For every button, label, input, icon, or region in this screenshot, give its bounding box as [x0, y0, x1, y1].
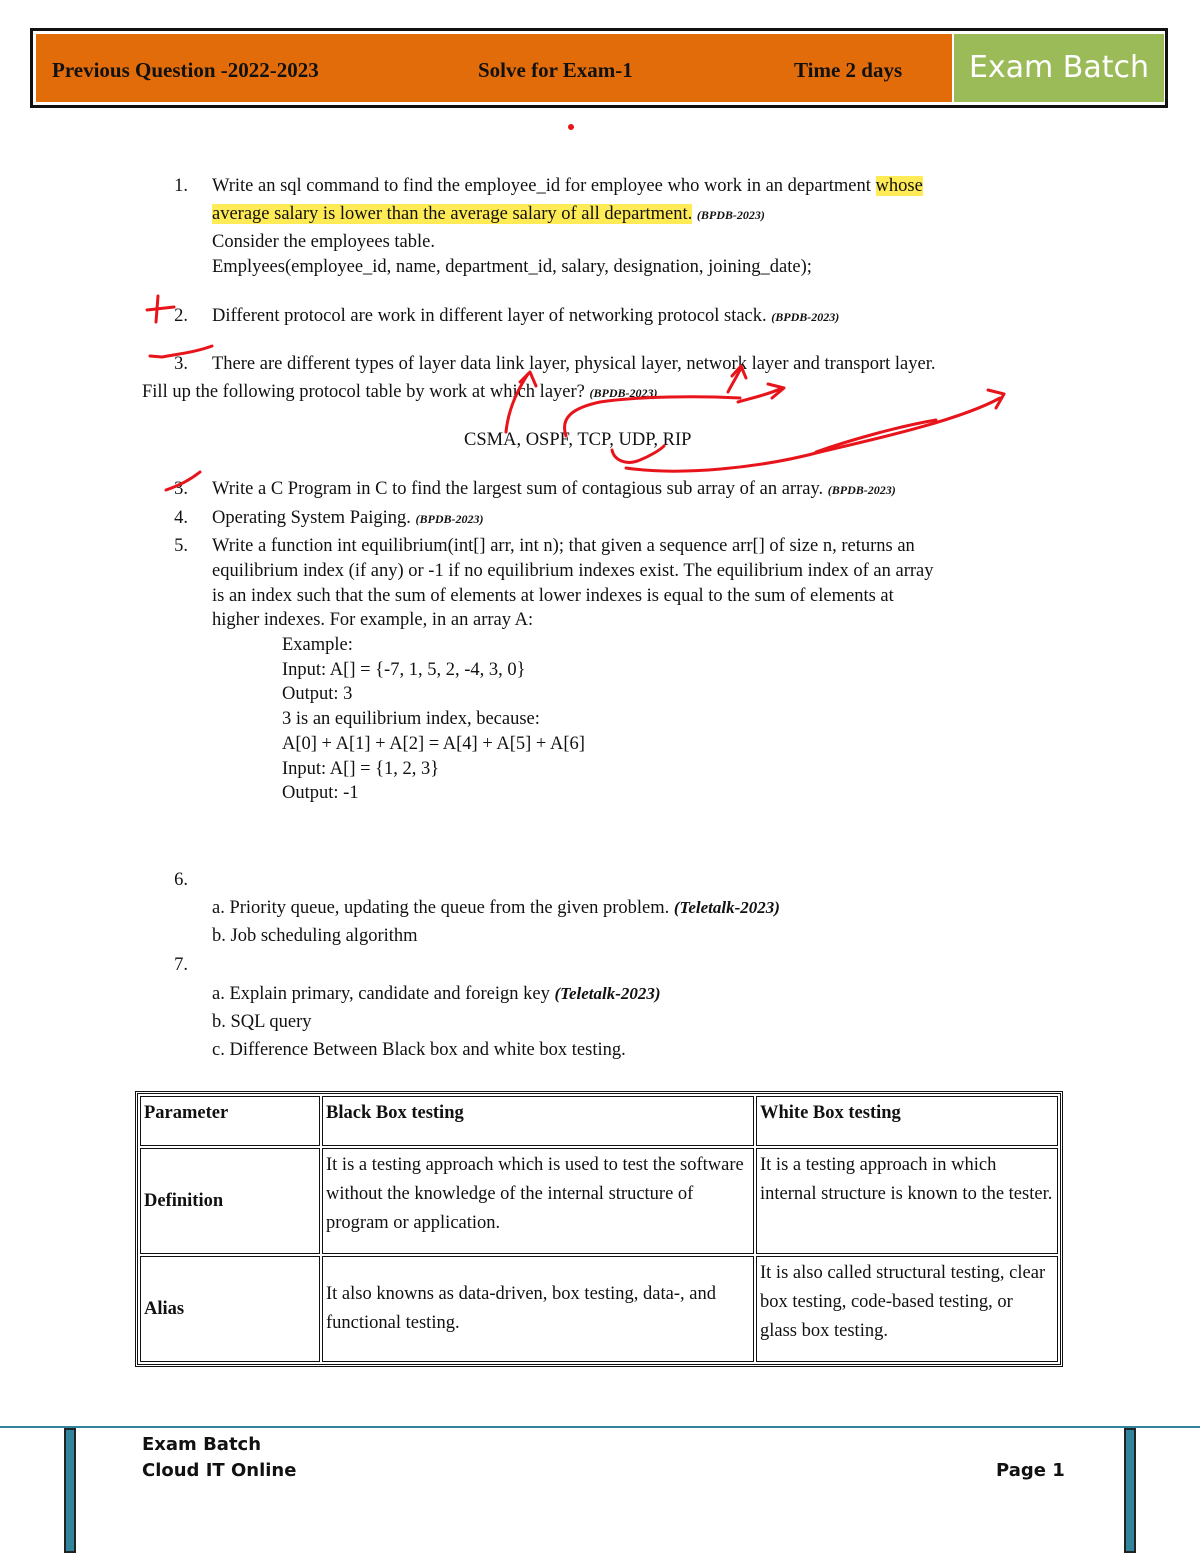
q2-number: 2. — [174, 306, 188, 326]
q4-body: Operating System Paiging. — [212, 508, 411, 528]
table-row — [140, 1256, 1058, 1362]
q1-source: (BPDB-2023) — [696, 208, 765, 222]
q6-a — [212, 894, 780, 922]
q2-body: Different protocol are work in different layer of networking protocol stack. — [212, 306, 767, 326]
annotation-mark — [147, 307, 174, 310]
footer-bar-right — [1124, 1428, 1136, 1553]
q5-example-line: Input: A[] = {-7, 1, 5, 2, -4, 3, 0} — [282, 660, 526, 680]
table-cell: It also knowns as data-driven, box testing, data-, and functional testing. — [322, 1256, 754, 1362]
annotation-arrow — [626, 398, 1000, 471]
q3b-body: Write a C Program in C to find the largest sum of contagious sub array of an array. — [212, 479, 824, 499]
q6-b: b. Job scheduling algorithm — [212, 926, 418, 946]
q3b-source: (BPDB-2023) — [827, 483, 896, 497]
q1-line3: Consider the employees table. — [212, 232, 435, 252]
q3-number: 3. — [174, 354, 188, 374]
q3-protocols: CSMA, OSPF, TCP, UDP, RIP — [464, 430, 692, 450]
q6-number: 6. — [174, 870, 188, 890]
q5-example-line: Output: 3 — [282, 684, 353, 704]
annotation-arrow — [564, 397, 740, 436]
q4-source: (BPDB-2023) — [415, 512, 484, 526]
table-cell: It is a testing approach in which internal structure is known to the tester. — [756, 1148, 1058, 1254]
annotation-arrow — [816, 420, 936, 452]
annotation-arrow — [506, 374, 528, 432]
table-cell: It is a testing approach which is used to test the software without the knowledge of the internal structure of program or application. — [322, 1148, 754, 1254]
q1-highlight: whose — [875, 176, 923, 196]
annotation-arrow — [612, 446, 664, 462]
footer-line — [0, 1426, 1200, 1428]
footer-org: Cloud IT Online — [142, 1460, 297, 1481]
q5-line: is an index such that the sum of elements at lower indexes is equal to the sum of elements at — [212, 586, 894, 606]
q7-number: 7. — [174, 955, 188, 975]
q5-example-line: Example: — [282, 635, 353, 655]
footer-batch: Exam Batch — [142, 1434, 262, 1455]
table-row — [140, 1148, 1058, 1254]
q2-source: (BPDB-2023) — [771, 310, 840, 324]
table-header-cell: Black Box testing — [322, 1096, 754, 1146]
q1-line4: Emplyees(employee_id, name, department_id, salary, designation, joining_date); — [212, 257, 812, 277]
comparison-table — [135, 1091, 1063, 1367]
q6-a-text: a. Priority queue, updating the queue from the given problem. — [212, 898, 670, 918]
table-row-label: Definition — [140, 1148, 320, 1254]
q3-body2: Fill up the following protocol table by work at which layer? — [142, 382, 585, 402]
table-header-cell: Parameter — [140, 1096, 320, 1146]
table-header-cell: White Box testing — [756, 1096, 1058, 1146]
header-badge: Exam Batch — [968, 50, 1150, 85]
q5-line: equilibrium index (if any) or -1 if no equilibrium indexes exist. The equilibrium index of an array — [212, 561, 934, 581]
annotation-mark — [150, 346, 212, 357]
q7-c: c. Difference Between Black box and white box testing. — [212, 1040, 626, 1060]
q5-line: higher indexes. For example, in an array A: — [212, 610, 534, 630]
q5-line: Write a function int equilibrium(int[] arr, int n); that given a sequence arr[] of size n, returns an — [212, 536, 915, 556]
q3-source: (BPDB-2023) — [589, 386, 658, 400]
q5-example-line: A[0] + A[1] + A[2] = A[4] + A[5] + A[6] — [282, 734, 585, 754]
q5-number: 5. — [174, 536, 188, 556]
header-title: Previous Question -2022-2023 — [52, 58, 319, 82]
q7-b: b. SQL query — [212, 1012, 312, 1032]
q5-example-line: 3 is an equilibrium index, because: — [282, 709, 540, 729]
q7-a — [212, 980, 661, 1008]
table-header-row — [140, 1096, 1058, 1146]
header-subtitle: Solve for Exam-1 — [478, 58, 633, 82]
q7-source: (Teletalk-2023) — [554, 984, 661, 1003]
footer-page: Page 1 — [996, 1460, 1065, 1481]
q3-text: There are different types of layer data link layer, physical layer, network layer and transport layer. — [212, 354, 936, 374]
q1-text: Write an sql command to find the employee_id for employee who work in an department — [212, 176, 876, 196]
annotation-mark — [166, 472, 200, 490]
table-cell: It is also called structural testing, clear box testing, code-based testing, or glass box testing. — [756, 1256, 1058, 1362]
handwritten-annotations — [0, 0, 1200, 520]
q5-example-line: Input: A[] = {1, 2, 3} — [282, 759, 440, 779]
header-time: Time 2 days — [794, 58, 903, 82]
q1-highlight-2: average salary is lower than the average salary of all department. — [212, 204, 693, 224]
q5-example-line: Output: -1 — [282, 783, 359, 803]
q6-source: (Teletalk-2023) — [673, 898, 780, 917]
table-row-label: Alias — [140, 1256, 320, 1362]
q4-number: 4. — [174, 508, 188, 528]
q3b-number: 3. — [174, 479, 188, 499]
q1-number: 1. — [174, 176, 188, 196]
footer-bar-left — [64, 1428, 76, 1553]
q7-a-text: a. Explain primary, candidate and foreign key — [212, 984, 550, 1004]
